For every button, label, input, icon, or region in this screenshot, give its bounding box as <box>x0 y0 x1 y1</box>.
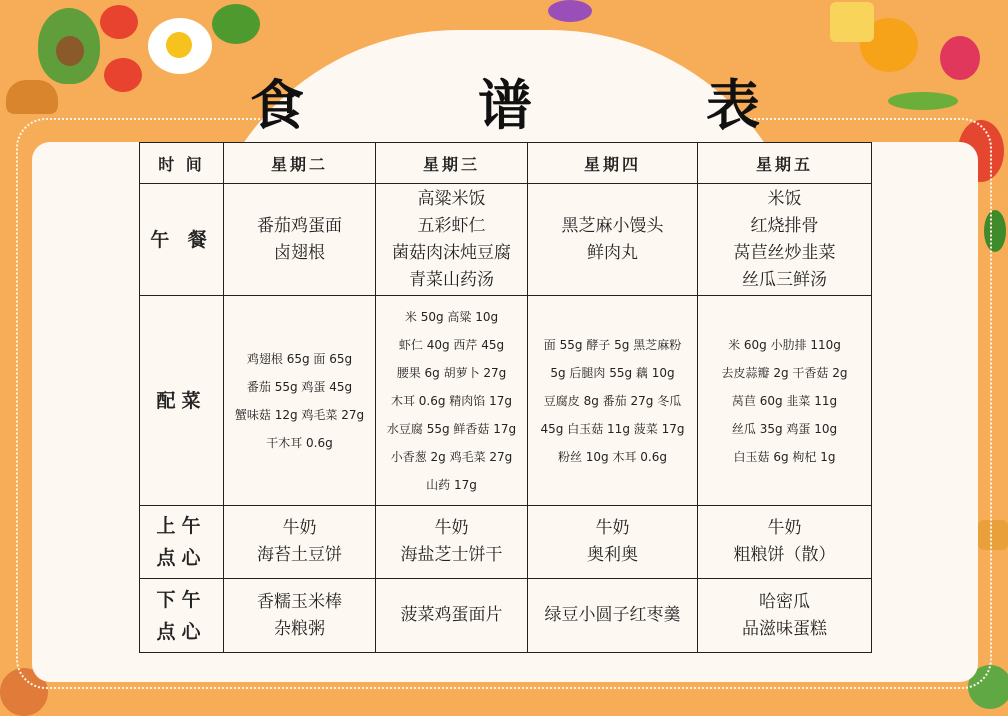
menu-cell <box>698 296 872 506</box>
menu-item: 五彩虾仁 <box>417 215 486 236</box>
menu-item: 菠菜鸡蛋面片 <box>400 605 503 625</box>
menu-item: 米 50g 高粱 10g <box>404 309 499 324</box>
menu-item: 卤翅根 <box>274 242 325 263</box>
menu-item: 绿豆小圆子红枣羹 <box>544 605 681 625</box>
menu-cell <box>224 184 376 296</box>
menu-item: 丝瓜 35g 鸡蛋 10g <box>731 421 838 436</box>
header-cell-tuesday: 星期二 <box>224 143 376 184</box>
menu-item: 米 60g 小肋排 110g <box>728 337 841 352</box>
row-label-line: 午 餐 <box>150 228 213 251</box>
menu-item: 蟹味菇 12g 鸡毛菜 27g <box>234 407 365 422</box>
tomato-illustration <box>104 58 142 92</box>
menu-cell <box>376 579 528 653</box>
egg-yolk-illustration <box>166 32 192 58</box>
menu-cell <box>698 506 872 579</box>
menu-item: 莴苣丝炒韭菜 <box>733 242 836 263</box>
menu-item: 丝瓜三鲜汤 <box>742 269 827 290</box>
menu-item: 木耳 0.6g 精肉馅 17g <box>390 393 513 408</box>
menu-item: 黑芝麻小馒头 <box>561 215 664 236</box>
menu-cell <box>528 506 698 579</box>
menu-item: 红烧排骨 <box>750 215 819 236</box>
row-label <box>140 506 224 579</box>
menu-item: 虾仁 40g 西芹 45g <box>398 337 505 352</box>
menu-cell <box>224 579 376 653</box>
menu-cell <box>698 184 872 296</box>
row-label <box>140 579 224 653</box>
row-label-line: 上午 <box>156 515 207 537</box>
menu-item: 粉丝 10g 木耳 0.6g <box>557 449 668 464</box>
title-char: 谱 <box>478 72 532 137</box>
menu-item: 豆腐皮 8g 番茄 27g 冬瓜 <box>543 393 682 408</box>
menu-item: 5g 后腿肉 55g 藕 10g <box>550 365 675 380</box>
cheese-illustration <box>830 2 874 42</box>
row-label <box>140 296 224 506</box>
table-row <box>140 184 872 296</box>
menu-item: 米饭 <box>767 188 802 209</box>
menu-item: 海盐芝士饼干 <box>400 545 503 565</box>
menu-item: 牛奶 <box>767 518 802 538</box>
header-cell-friday: 星期五 <box>698 143 872 184</box>
row-label-line: 下午 <box>156 588 207 611</box>
menu-item: 牛奶 <box>282 518 317 538</box>
table-row <box>140 506 872 579</box>
table-row <box>140 579 872 653</box>
menu-item: 莴苣 60g 韭菜 11g <box>731 393 838 408</box>
menu-item: 番茄鸡蛋面 <box>257 215 342 236</box>
menu-cell <box>376 184 528 296</box>
menu-item: 水豆腐 55g 鲜香菇 17g <box>386 421 517 436</box>
peas-illustration <box>888 92 958 110</box>
menu-item: 香糯玉米棒 <box>257 591 342 612</box>
title-char: 表 <box>706 72 760 137</box>
tomato-illustration <box>100 5 138 39</box>
menu-item: 粗粮饼（散） <box>733 545 836 565</box>
menu-item: 小香葱 2g 鸡毛菜 27g <box>390 449 513 464</box>
menu-item: 哈密瓜 <box>759 591 810 612</box>
menu-item: 去皮蒜瓣 2g 干香菇 2g <box>721 365 848 380</box>
menu-item: 牛奶 <box>434 518 469 538</box>
menu-item: 牛奶 <box>595 518 630 538</box>
menu-item: 山药 17g <box>426 477 477 492</box>
hamburger-illustration <box>6 80 58 114</box>
menu-item: 45g 白玉菇 11g 菠菜 17g <box>540 421 685 436</box>
onion-illustration <box>548 0 592 22</box>
menu-item: 菌菇肉沫炖豆腐 <box>392 242 511 263</box>
row-label-line: 点心 <box>156 620 207 643</box>
row-label-line: 点心 <box>156 547 207 569</box>
menu-item: 白玉菇 6g 枸杞 1g <box>733 449 836 464</box>
menu-cell <box>376 296 528 506</box>
menu-table <box>139 142 872 653</box>
page-title <box>250 66 760 136</box>
menu-item: 鸡翅根 65g 面 65g <box>246 351 353 366</box>
menu-item: 面 55g 酵子 5g 黑芝麻粉 <box>543 337 682 352</box>
menu-item: 高粱米饭 <box>417 188 486 209</box>
menu-cell <box>224 506 376 579</box>
menu-item: 奥利奥 <box>587 545 638 565</box>
menu-item: 青菜山药汤 <box>409 269 494 290</box>
menu-item: 杂粮粥 <box>274 618 325 639</box>
title-char: 食 <box>250 72 304 137</box>
row-label <box>140 184 224 296</box>
menu-item: 番茄 55g 鸡蛋 45g <box>246 379 353 394</box>
radish-illustration <box>940 36 980 80</box>
menu-cell <box>528 579 698 653</box>
menu-cell <box>376 506 528 579</box>
header-cell-wednesday: 星期三 <box>376 143 528 184</box>
menu-item: 海苔土豆饼 <box>257 545 342 565</box>
menu-item: 鲜肉丸 <box>587 242 638 263</box>
row-label-line: 配菜 <box>156 389 207 412</box>
menu-item: 干木耳 0.6g <box>266 435 333 450</box>
header-cell-time: 时 间 <box>140 143 224 184</box>
menu-cell <box>528 184 698 296</box>
header-row <box>140 143 872 184</box>
table-row <box>140 296 872 506</box>
menu-item: 腰果 6g 胡萝卜 27g <box>396 365 507 380</box>
menu-cell <box>224 296 376 506</box>
menu-cell <box>698 579 872 653</box>
broccoli-illustration <box>212 4 260 44</box>
menu-cell <box>528 296 698 506</box>
menu-item: 品滋味蛋糕 <box>742 618 827 639</box>
header-cell-thursday: 星期四 <box>528 143 698 184</box>
avocado-pit-illustration <box>56 36 84 66</box>
